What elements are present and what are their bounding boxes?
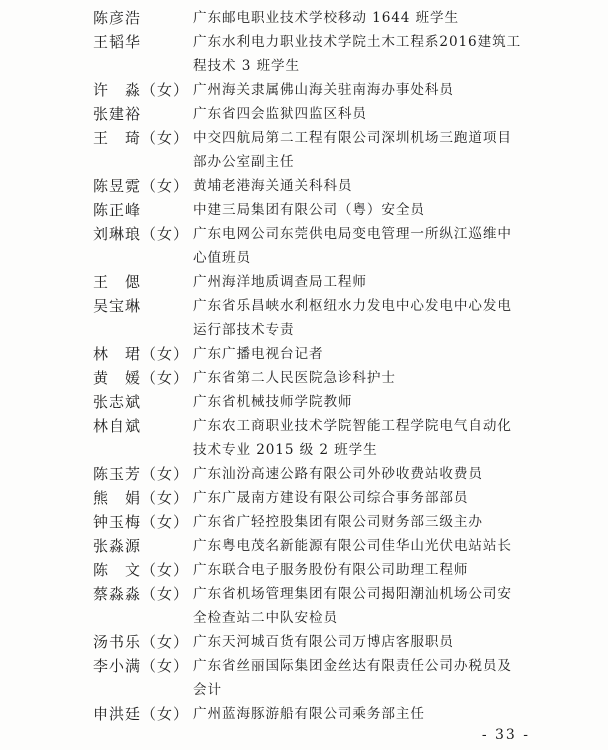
person-name: 陈玉芳（女） <box>93 465 190 483</box>
list-item <box>93 102 533 126</box>
person-affiliation: 广州海洋地质调查局工程师 <box>193 274 367 290</box>
list-item <box>93 342 533 366</box>
list-item <box>93 294 533 342</box>
person-affiliation: 广东省乐昌峡水利枢纽水力发电中心发电中心发电 运行部技术专责 <box>193 298 512 338</box>
person-name: 陈正峰 <box>93 201 142 219</box>
person-name: 钟玉梅（女） <box>93 513 190 531</box>
list-item <box>93 654 533 702</box>
person-name: 王 琦（女） <box>93 129 190 147</box>
person-affiliation: 广东省第二人民医院急诊科护士 <box>193 370 396 386</box>
person-name: 黄 媛（女） <box>93 369 190 387</box>
person-affiliation: 广东省广轻控股集团有限公司财务部三级主办 <box>193 514 483 530</box>
list-item <box>93 534 533 558</box>
list-item <box>93 582 533 630</box>
person-name: 林 珺（女） <box>93 345 190 363</box>
person-affiliation: 广州海关隶属佛山海关驻南海办事处科员 <box>193 82 454 98</box>
list-item <box>93 30 533 78</box>
person-affiliation: 广东省机械技师学院教师 <box>193 394 353 410</box>
page-number: - 33 - <box>481 727 530 743</box>
list-item <box>93 198 533 222</box>
person-affiliation: 广东天河城百货有限公司万博店客服职员 <box>193 634 454 650</box>
person-name: 申洪廷（女） <box>93 705 190 723</box>
person-affiliation: 黄埔老港海关通关科科员 <box>193 178 353 194</box>
person-name: 熊 娟（女） <box>93 489 190 507</box>
list-item <box>93 486 533 510</box>
person-name: 吴宝琳 <box>93 297 142 315</box>
person-name: 王 偲 <box>93 273 142 291</box>
list-item <box>93 390 533 414</box>
person-affiliation: 广东邮电职业技术学校移动 1644 班学生 <box>193 10 460 26</box>
person-affiliation: 广东省机场管理集团有限公司揭阳潮汕机场公司安 全检查站二中队安检员 <box>193 586 512 626</box>
person-affiliation: 广东省四会监狱四监区科员 <box>193 106 367 122</box>
person-name: 陈昱霓（女） <box>93 177 190 195</box>
person-affiliation: 广东水利电力职业技术学院土木工程系2016建筑工 程技术 3 班学生 <box>193 34 522 74</box>
person-name: 张志斌 <box>93 393 142 411</box>
person-affiliation: 广东联合电子服务股份有限公司助理工程师 <box>193 562 469 578</box>
list-item <box>93 270 533 294</box>
person-affiliation: 中交四航局第二工程有限公司深圳机场三跑道项目 部办公室副主任 <box>193 130 512 170</box>
person-name: 张淼源 <box>93 537 142 555</box>
person-affiliation: 广东农工商职业技术学院智能工程学院电气自动化 技术专业 2015 级 2 班学生 <box>193 418 512 458</box>
person-name: 张建裕 <box>93 105 142 123</box>
person-affiliation: 广东省丝丽国际集团金丝达有限责任公司办税员及 会计 <box>193 658 512 698</box>
person-name: 陈彦浩 <box>93 9 142 27</box>
person-affiliation: 广东粤电茂名新能源有限公司佳华山光伏电站站长 <box>193 538 512 554</box>
person-name: 蔡淼淼（女） <box>93 585 190 603</box>
person-name: 王韬华 <box>93 33 142 51</box>
person-affiliation: 广东电网公司东莞供电局变电管理一所纵江巡维中 心值班员 <box>193 226 512 266</box>
person-name: 陈 文（女） <box>93 561 190 579</box>
list-item <box>93 414 533 462</box>
list-item <box>93 174 533 198</box>
list-item <box>93 558 533 582</box>
list-item <box>93 630 533 654</box>
person-name: 许 淼（女） <box>93 81 190 99</box>
person-name: 刘琳琅（女） <box>93 225 190 243</box>
list-item <box>93 462 533 486</box>
person-name: 李小满（女） <box>93 657 190 675</box>
person-affiliation: 广州蓝海豚游船有限公司乘务部主任 <box>193 706 425 722</box>
list-item <box>93 78 533 102</box>
list-item <box>93 222 533 270</box>
list-item <box>93 510 533 534</box>
list-item <box>93 126 533 174</box>
person-affiliation: 广东汕汾高速公路有限公司外砂收费站收费员 <box>193 466 483 482</box>
person-affiliation: 广东广晟南方建设有限公司综合事务部部员 <box>193 490 469 506</box>
name-list <box>93 6 533 726</box>
list-item <box>93 6 533 30</box>
person-name: 汤书乐（女） <box>93 633 190 651</box>
person-affiliation: 广东广播电视台记者 <box>193 346 324 362</box>
person-affiliation: 中建三局集团有限公司（粤）安全员 <box>193 202 425 218</box>
list-item <box>93 366 533 390</box>
person-name: 林自斌 <box>93 417 142 435</box>
list-item <box>93 702 533 726</box>
